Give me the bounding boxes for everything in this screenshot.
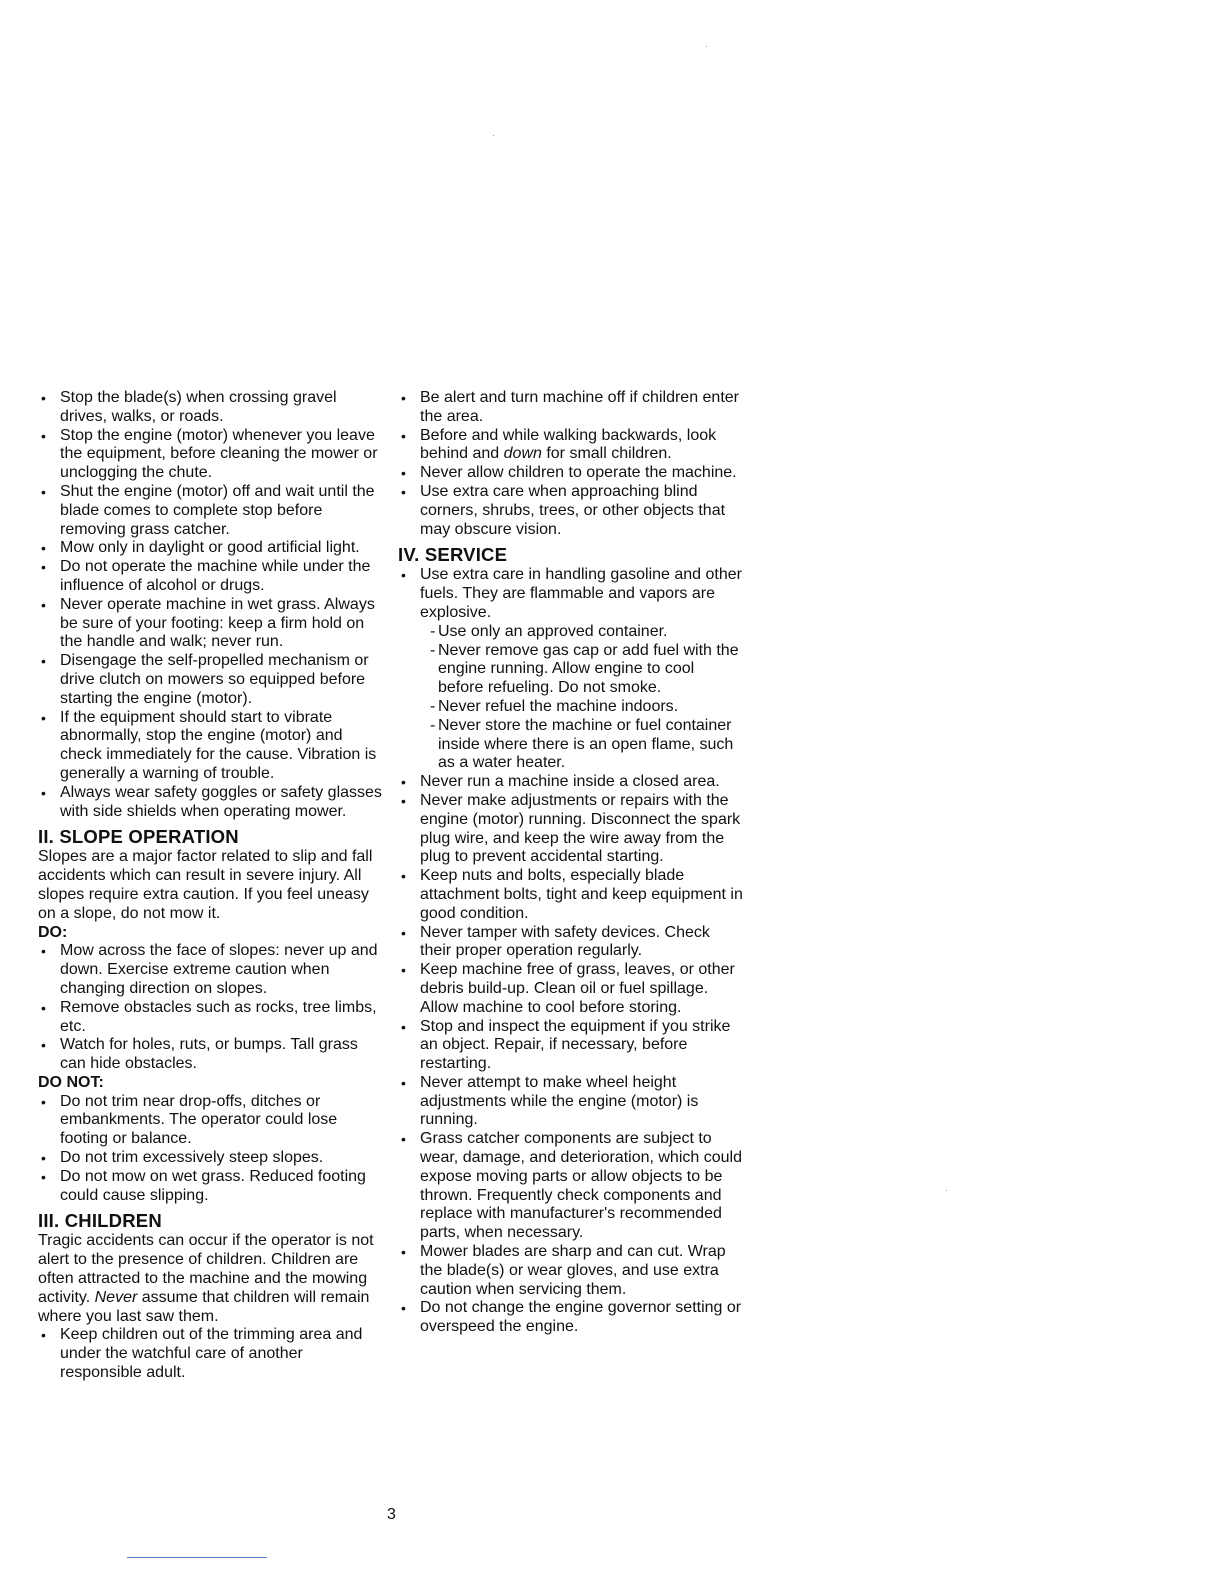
right-column (398, 389, 743, 1337)
sublist-item: - Never refuel the machine indoors. (430, 698, 743, 717)
list-item: • Keep nuts and bolts, especially blade attachment bolts, tight and keep equipment in good condition. (398, 867, 743, 923)
children-intro (38, 1232, 388, 1326)
do-not-label: DO NOT: (38, 1073, 104, 1091)
list-item: • Keep children out of the trimming area and under the watchful care of another responsible adult. (38, 1326, 388, 1382)
fuel-item-text: Use extra care in handling gasoline and other fuels. They are flammable and vapors are explosive. (420, 566, 742, 621)
list-item: • Stop the engine (motor) whenever you leave the equipment, before cleaning the mower or unclogging the chute. (38, 427, 388, 483)
scan-speck (946, 1190, 947, 1191)
list-item: • Keep machine free of grass, leaves, or other debris build-up. Clean oil or fuel spillage. Allow machine to cool before storing. (398, 961, 743, 1017)
list-item: • Never make adjustments or repairs with the engine (motor) running. Disconnect the spark plug wire, and keep the wire away from the plug to prevent accidental starting. (398, 792, 743, 867)
list-item-text-1: Before and while walking backwards, look behind and (420, 426, 717, 463)
list-item: • Mow across the face of slopes: never up and down. Exercise extreme caution when changing direction on slopes. (38, 942, 388, 998)
list-item: • Mower blades are sharp and can cut. Wrap the blade(s) or wear gloves, and use extra caution when servicing them. (398, 1243, 743, 1299)
list-item: • Shut the engine (motor) off and wait until the blade comes to complete stop before removing grass catcher. (38, 483, 388, 539)
list-item: • Do not mow on wet grass. Reduced footing could cause slipping. (38, 1168, 388, 1206)
section-heading-slope: II. SLOPE OPERATION (38, 826, 239, 848)
service-list (398, 566, 743, 1337)
do-label: DO: (38, 923, 68, 941)
list-item: • Always wear safety goggles or safety glasses with side shields when operating mower. (38, 784, 388, 822)
list-item: • Be alert and turn machine off if children enter the area. (398, 389, 743, 427)
list-item: • Stop and inspect the equipment if you strike an object. Repair, if necessary, before restarting. (398, 1018, 743, 1074)
list-item: • Remove obstacles such as rocks, tree limbs, etc. (38, 999, 388, 1037)
list-item: • Never operate machine in wet grass. Always be sure of your footing: keep a firm hold on the handle and walk; never run. (38, 596, 388, 652)
list-item: • Grass catcher components are subject to wear, damage, and deterioration, which could expose moving parts or allow objects to be thrown. Frequently check components and replace with manufacturer's recommended parts, when necessary. (398, 1130, 743, 1243)
list-item-text-2: for small children. (541, 445, 672, 463)
section-heading-children: III. CHILDREN (38, 1210, 162, 1232)
footer-rule (127, 1557, 267, 1558)
list-item: • Watch for holes, ruts, or bumps. Tall grass can hide obstacles. (38, 1036, 388, 1074)
children-list-right (398, 389, 743, 539)
general-safety-list (38, 389, 388, 821)
list-item: • If the equipment should start to vibrate abnormally, stop the engine (motor) and check immediately for the cause. Vibration is generally a warning of trouble. (38, 709, 388, 784)
sublist-item: - Use only an approved container. (430, 623, 743, 642)
page-number: 3 (387, 1506, 396, 1523)
list-item-emphasis: down (503, 445, 542, 463)
scan-speck (706, 46, 707, 47)
children-intro-text-2: assume that children will remain where you last saw them. (38, 1288, 370, 1325)
scan-speck (493, 135, 494, 136)
children-list-left (38, 1326, 388, 1382)
list-item (398, 427, 743, 465)
list-item: • Never tamper with safety devices. Check their proper operation regularly. (398, 924, 743, 962)
section-heading-service: IV. SERVICE (398, 544, 508, 566)
list-item: • Use extra care when approaching blind corners, shrubs, trees, or other objects that may obscure vision. (398, 483, 743, 539)
slope-intro: Slopes are a major factor related to slip and fall accidents which can result in severe injury. All slopes require extra caution. If you feel uneasy on a slope, do not mow it. (38, 848, 373, 922)
left-column (38, 389, 388, 1383)
fuel-sublist (420, 623, 743, 773)
do-not-list (38, 1093, 388, 1206)
list-item: • Mow only in daylight or good artificial light. (38, 539, 388, 558)
children-intro-text-1: Tragic accidents can occur if the operator is not alert to the presence of children. Children are often attracted to the machine and the mowing activity. (38, 1232, 374, 1306)
list-item: • Never allow children to operate the machine. (398, 464, 743, 483)
list-item: • Never attempt to make wheel height adjustments while the engine (motor) is running. (398, 1074, 743, 1130)
do-list (38, 942, 388, 1074)
list-item: • Do not trim excessively steep slopes. (38, 1149, 388, 1168)
list-item (398, 566, 743, 773)
list-item: • Disengage the self-propelled mechanism or drive clutch on mowers so equipped before starting the engine (motor). (38, 652, 388, 708)
list-item: • Never run a machine inside a closed area. (398, 773, 743, 792)
list-item: • Do not operate the machine while under the influence of alcohol or drugs. (38, 558, 388, 596)
list-item: • Stop the blade(s) when crossing gravel drives, walks, or roads. (38, 389, 388, 427)
list-item: • Do not change the engine governor setting or overspeed the engine. (398, 1299, 743, 1337)
sublist-item: - Never store the machine or fuel container inside where there is an open flame, such as a water heater. (430, 717, 743, 773)
children-intro-emphasis: Never (94, 1288, 138, 1306)
sublist-item: - Never remove gas cap or add fuel with the engine running. Allow engine to cool before refueling. Do not smoke. (430, 642, 743, 698)
list-item: • Do not trim near drop-offs, ditches or embankments. The operator could lose footing or balance. (38, 1093, 388, 1149)
